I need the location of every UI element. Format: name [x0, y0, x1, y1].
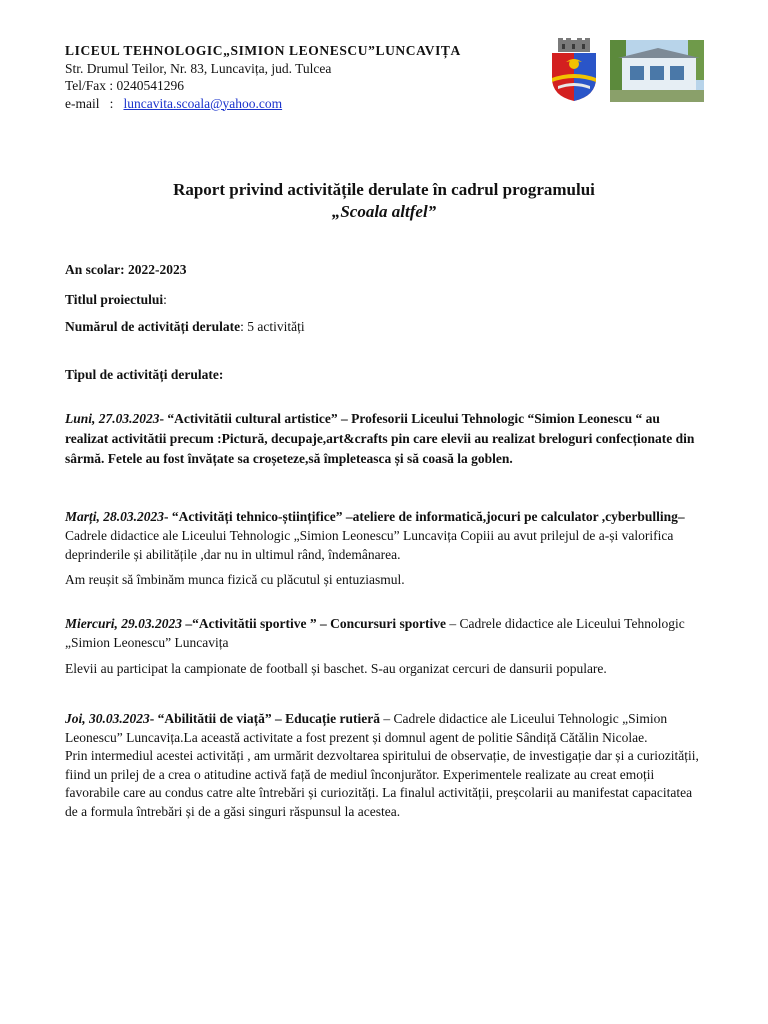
activity-thursday: [65, 710, 705, 821]
activity-date: Luni, 27.03.2023: [65, 411, 160, 426]
project-title-colon: :: [163, 292, 167, 307]
activity-text: – Cadrele didactice ale Liceului Tehnologic „Simion Leonescu” Luncavița.La această activitate a fost prezent și domnul agent de politie Sândiță Cătălin Nicolae.: [65, 711, 668, 745]
school-header: [65, 42, 535, 112]
activity-heading: - “Abilitătii de viață” – Educație rutieră: [149, 711, 384, 726]
school-name: LICEUL TEHNOLOGIC„SIMION LEONESCU”LUNCAVIȚA: [65, 43, 461, 58]
activity-text: – Cadrele didactice ale Liceului Tehnologic „Simion Leonescu” Luncavița: [65, 616, 685, 650]
activity-tuesday: [65, 507, 705, 589]
school-building-photo: [610, 40, 704, 102]
report-title-line1: Raport privind activitățile derulate în cadrul programului: [173, 180, 595, 199]
activity-extra: Am reușit să îmbinăm munca fizică cu plăcutul și entuziasmul.: [65, 572, 405, 587]
activity-heading: - “Activitătii cultural artistice” – Profesorii Liceului Tehnologic “Simion Leonescu “ au realizat activitătii precum :Pictură, decupaje,art&crafts pin care elevii au realizat breloguri confecționate din sârmă. Fetele au fost învățate sa croșeteze,să împleteasca și să coasă la goblen.: [65, 411, 695, 466]
coat-of-arms-image: [548, 38, 600, 102]
email-label: e-mail :: [65, 95, 121, 111]
activity-date: Miercuri, 29.03.2023: [65, 616, 183, 631]
school-telfax: Tel/Fax : 0240541296: [65, 78, 185, 93]
report-title: [65, 179, 703, 223]
report-title-line2: „Scoala altfel”: [331, 202, 437, 221]
school-address: Str. Drumul Teilor, Nr. 83, Luncavița, jud. Tulcea: [65, 60, 332, 76]
activity-heading: –“Activitătii sportive ” – Concursuri sportive: [182, 616, 450, 631]
activity-count-label: Numărul de activități derulate: [65, 319, 241, 334]
activity-date: Marți, 28.03.2023: [65, 509, 165, 524]
activity-count-value: : 5 activități: [240, 319, 305, 334]
activity-monday: [65, 409, 705, 469]
activity-heading: - “Activități tehnico-științifice” –ateliere de informatică,jocuri pe calculator ,cyberbulling–: [164, 509, 685, 524]
school-email-line: [65, 95, 535, 113]
project-title-line: [65, 291, 167, 309]
crown-icon: [558, 38, 590, 52]
school-year: An scolar: 2022-2023: [65, 262, 187, 277]
activity-count-line: [65, 318, 305, 336]
activity-paragraph: [65, 507, 705, 564]
activity-date: Joi, 30.03.2023: [65, 711, 150, 726]
activity-extra: Prin intermediul acestei activități , am urmărit dezvoltarea spiritului de observație, de investigație dar și a curiozității, fiind un prilej de a crea o atitudine activă față de mediul înconjurător. Experimentele realizate au creat emoții favorabile care au condus catre alte întrebări și curiozități. La finalul activității, preșcolarii au manifestat capacitatea de a formula întrebări și de a găsi singuri răspunsul la acestea.: [65, 748, 699, 819]
activity-paragraph: [65, 409, 705, 469]
activity-text: Cadrele didactice ale Liceului Tehnologic „Simion Leonescu” Luncavița Copiii au avut prilejul de a-și valorifica deprinderile și abilitățile ,dar nu in ultimul rând, îndemânarea.: [65, 528, 674, 562]
email-link[interactable]: luncavita.scoala@yahoo.com: [123, 95, 283, 111]
activity-wednesday: [65, 614, 705, 678]
activity-paragraph: [65, 710, 705, 747]
activity-extra: Elevii au participat la campionate de football și baschet. S-au organizat cercuri de dansurii populare.: [65, 661, 607, 676]
activity-paragraph: [65, 614, 705, 652]
activity-types-label: Tipul de activități derulate:: [65, 367, 224, 382]
project-title-label: Titlul proiectului: [65, 292, 164, 307]
